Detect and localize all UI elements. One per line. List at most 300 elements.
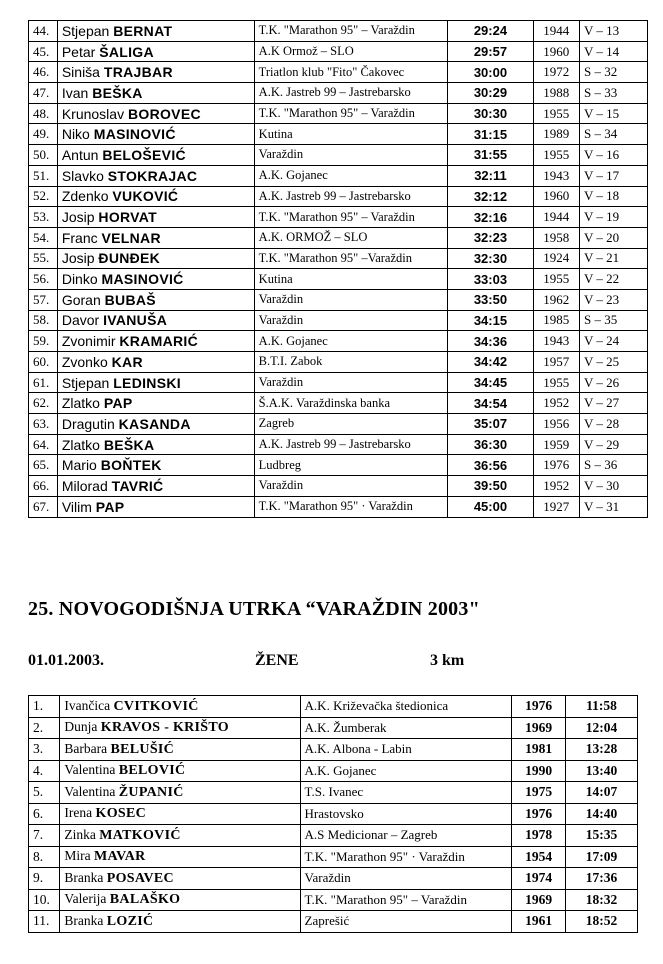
runner-name-cell: [57, 372, 254, 393]
runner-name-cell: [57, 83, 254, 104]
time-cell: 15:35: [566, 825, 638, 847]
first-name: Slavko: [61, 167, 104, 184]
result-row: [29, 83, 648, 104]
birth-year-cell: 1961: [512, 911, 566, 933]
place-cell: 1.: [29, 696, 60, 718]
time-cell: 36:30: [448, 434, 533, 455]
place-cell: 67.: [29, 496, 58, 517]
place-cell: 54.: [29, 227, 58, 248]
last-name: BALAŠKO: [109, 892, 181, 908]
birth-year-cell: 1956: [533, 414, 579, 435]
time-cell: 29:24: [448, 21, 533, 42]
place-cell: 9.: [29, 868, 60, 890]
category-cell: V – 30: [580, 476, 648, 497]
result-row: [29, 911, 638, 933]
birth-year-cell: 1955: [533, 145, 579, 166]
result-row: [29, 248, 648, 269]
runner-name-cell: [57, 165, 254, 186]
place-cell: 61.: [29, 372, 58, 393]
runner-name-cell: [57, 310, 254, 331]
club-cell: A.K. Jastreb 99 – Jastrebarsko: [254, 434, 448, 455]
time-cell: 14:40: [566, 803, 638, 825]
first-name: Valentina: [64, 762, 116, 778]
category-cell: V – 21: [580, 248, 648, 269]
place-cell: 2.: [29, 717, 60, 739]
time-cell: 33:03: [448, 269, 533, 290]
category-cell: V – 15: [580, 103, 648, 124]
result-row: [29, 165, 648, 186]
club-cell: Varaždin: [254, 145, 448, 166]
result-row: [29, 207, 648, 228]
club-cell: Kutina: [254, 269, 448, 290]
result-row: [29, 372, 648, 393]
last-name: STOKRAJAC: [107, 167, 198, 184]
result-row: [29, 103, 648, 124]
last-name: KAR: [111, 353, 143, 370]
birth-year-cell: 1990: [512, 760, 566, 782]
place-cell: 48.: [29, 103, 58, 124]
result-row: [29, 434, 648, 455]
result-row: [29, 476, 648, 497]
result-row: [29, 269, 648, 290]
club-cell: T.K. "Marathon 95" · Varaždin: [300, 846, 512, 868]
last-name: KRAVOS - KRIŠTO: [100, 720, 229, 736]
runner-name-cell: [60, 846, 300, 868]
club-cell: T.S. Ivanec: [300, 782, 512, 804]
runner-name-cell: [57, 41, 254, 62]
last-name: BERNAT: [113, 22, 173, 39]
category-cell: V – 13: [580, 21, 648, 42]
first-name: Barbara: [64, 740, 108, 756]
first-name: Valerija: [64, 891, 107, 907]
category-cell: S – 33: [580, 83, 648, 104]
club-cell: T.K. "Marathon 95" · Varaždin: [254, 496, 448, 517]
result-row: [29, 393, 648, 414]
first-name: Vilim: [61, 498, 92, 515]
birth-year-cell: 1944: [533, 207, 579, 228]
last-name: VUKOVIĆ: [112, 188, 179, 205]
last-name: BOŇTEK: [100, 457, 162, 474]
last-name: MATKOVIĆ: [99, 827, 181, 843]
runner-name-cell: [57, 248, 254, 269]
women-results-body: [29, 696, 638, 933]
time-cell: 45:00: [448, 496, 533, 517]
result-row: [29, 782, 638, 804]
men-results-table: [28, 20, 648, 518]
time-cell: 17:36: [566, 868, 638, 890]
men-results-body: [29, 21, 648, 518]
last-name: ŠALIGA: [99, 43, 154, 60]
first-name: Dinko: [61, 271, 98, 288]
time-cell: 33:50: [448, 289, 533, 310]
result-row: [29, 455, 648, 476]
time-cell: 32:23: [448, 227, 533, 248]
runner-name-cell: [57, 21, 254, 42]
last-name: BEŠKA: [103, 436, 155, 453]
first-name: Antun: [61, 146, 99, 163]
last-name: CVITKOVIĆ: [113, 698, 199, 714]
time-cell: 34:15: [448, 310, 533, 331]
first-name: Stjepan: [61, 374, 110, 391]
time-cell: 34:36: [448, 331, 533, 352]
category-cell: V – 27: [580, 393, 648, 414]
time-cell: 18:52: [566, 911, 638, 933]
runner-name-cell: [60, 782, 300, 804]
runner-name-cell: [57, 289, 254, 310]
runner-name-cell: [57, 331, 254, 352]
last-name: KOSEC: [95, 806, 147, 822]
category-cell: V – 19: [580, 207, 648, 228]
result-row: [29, 739, 638, 761]
first-name: Zlatko: [61, 395, 100, 412]
first-name: Branka: [64, 912, 104, 928]
first-name: Josip: [61, 209, 95, 226]
category-cell: V – 18: [580, 186, 648, 207]
place-cell: 58.: [29, 310, 58, 331]
runner-name-cell: [57, 62, 254, 83]
result-row: [29, 331, 648, 352]
birth-year-cell: 1943: [533, 165, 579, 186]
last-name: TRAJBAR: [103, 64, 173, 81]
birth-year-cell: 1974: [512, 868, 566, 890]
birth-year-cell: 1978: [512, 825, 566, 847]
birth-year-cell: 1972: [533, 62, 579, 83]
birth-year-cell: 1957: [533, 352, 579, 373]
place-cell: 47.: [29, 83, 58, 104]
time-cell: 13:40: [566, 760, 638, 782]
runner-name-cell: [57, 186, 254, 207]
birth-year-cell: 1952: [533, 393, 579, 414]
last-name: KASANDA: [118, 415, 191, 432]
result-row: [29, 717, 638, 739]
place-cell: 4.: [29, 760, 60, 782]
first-name: Milorad: [61, 477, 108, 494]
birth-year-cell: 1962: [533, 289, 579, 310]
club-cell: A.S Medicionar – Zagreb: [300, 825, 512, 847]
time-cell: 32:30: [448, 248, 533, 269]
birth-year-cell: 1976: [533, 455, 579, 476]
place-cell: 55.: [29, 248, 58, 269]
result-row: [29, 41, 648, 62]
birth-year-cell: 1944: [533, 21, 579, 42]
birth-year-cell: 1969: [512, 889, 566, 911]
last-name: LEDINSKI: [113, 374, 181, 391]
runner-name-cell: [57, 393, 254, 414]
club-cell: Varaždin: [254, 310, 448, 331]
runner-name-cell: [57, 227, 254, 248]
birth-year-cell: 1976: [512, 696, 566, 718]
category-cell: V – 17: [580, 165, 648, 186]
club-cell: A.K. Jastreb 99 – Jastrebarsko: [254, 186, 448, 207]
time-cell: 18:32: [566, 889, 638, 911]
time-cell: 36:56: [448, 455, 533, 476]
place-cell: 44.: [29, 21, 58, 42]
runner-name-cell: [57, 207, 254, 228]
place-cell: 11.: [29, 911, 60, 933]
birth-year-cell: 1989: [533, 124, 579, 145]
club-cell: Varaždin: [300, 868, 512, 890]
last-name: ŽUPANIĆ: [118, 784, 184, 800]
last-name: IVANUŠA: [103, 312, 168, 329]
birth-year-cell: 1959: [533, 434, 579, 455]
result-row: [29, 227, 648, 248]
last-name: PAP: [95, 498, 125, 515]
club-cell: T.K. "Marathon 95" –Varaždin: [254, 248, 448, 269]
women-results-table: [28, 695, 638, 933]
time-cell: 30:30: [448, 103, 533, 124]
club-cell: A.K. Jastreb 99 – Jastrebarsko: [254, 83, 448, 104]
runner-name-cell: [60, 868, 300, 890]
club-cell: T.K. "Marathon 95" – Varaždin: [300, 889, 512, 911]
runner-name-cell: [57, 103, 254, 124]
birth-year-cell: 1955: [533, 103, 579, 124]
birth-year-cell: 1954: [512, 846, 566, 868]
runner-name-cell: [60, 889, 300, 911]
first-name: Krunoslav: [61, 105, 125, 122]
birth-year-cell: 1981: [512, 739, 566, 761]
club-cell: Triatlon klub "Fito" Čakovec: [254, 62, 448, 83]
birth-year-cell: 1976: [512, 803, 566, 825]
time-cell: 11:58: [566, 696, 638, 718]
result-row: [29, 186, 648, 207]
last-name: HORVAT: [98, 209, 157, 226]
club-cell: A.K. ORMOŽ – SLO: [254, 227, 448, 248]
first-name: Stjepan: [61, 22, 110, 39]
first-name: Niko: [61, 126, 90, 143]
birth-year-cell: 1988: [533, 83, 579, 104]
category-cell: V – 28: [580, 414, 648, 435]
first-name: Zlatko: [61, 436, 100, 453]
place-cell: 10.: [29, 889, 60, 911]
club-cell: Š.A.K. Varaždinska banka: [254, 393, 448, 414]
last-name: BOROVEC: [127, 105, 201, 122]
place-cell: 46.: [29, 62, 58, 83]
first-name: Branka: [64, 869, 104, 885]
last-name: ĐUNĐEK: [98, 250, 161, 267]
place-cell: 6.: [29, 803, 60, 825]
result-row: [29, 846, 638, 868]
first-name: Ivan: [61, 84, 89, 101]
category-cell: V – 26: [580, 372, 648, 393]
first-name: Goran: [61, 291, 101, 308]
club-cell: Hrastovsko: [300, 803, 512, 825]
club-cell: Kutina: [254, 124, 448, 145]
time-cell: 32:11: [448, 165, 533, 186]
place-cell: 64.: [29, 434, 58, 455]
category-cell: S – 34: [580, 124, 648, 145]
last-name: PAP: [103, 395, 133, 412]
time-cell: 12:04: [566, 717, 638, 739]
result-row: [29, 889, 638, 911]
runner-name-cell: [60, 803, 300, 825]
result-row: [29, 803, 638, 825]
birth-year-cell: 1958: [533, 227, 579, 248]
place-cell: 62.: [29, 393, 58, 414]
runner-name-cell: [60, 825, 300, 847]
first-name: Zvonimir: [61, 333, 116, 350]
time-cell: 17:09: [566, 846, 638, 868]
runner-name-cell: [57, 496, 254, 517]
place-cell: 63.: [29, 414, 58, 435]
place-cell: 53.: [29, 207, 58, 228]
first-name: Ivančica: [64, 697, 111, 713]
last-name: BELUŠIĆ: [110, 741, 175, 757]
category-cell: V – 14: [580, 41, 648, 62]
runner-name-cell: [57, 476, 254, 497]
club-cell: T.K. "Marathon 95" – Varaždin: [254, 103, 448, 124]
club-cell: A.K Ormož – SLO: [254, 41, 448, 62]
place-cell: 8.: [29, 846, 60, 868]
first-name: Franc: [61, 229, 98, 246]
birth-year-cell: 1924: [533, 248, 579, 269]
time-cell: 29:57: [448, 41, 533, 62]
place-cell: 7.: [29, 825, 60, 847]
first-name: Mira: [64, 848, 91, 864]
time-cell: 34:54: [448, 393, 533, 414]
last-name: POSAVEC: [106, 870, 174, 886]
result-row: [29, 352, 648, 373]
runner-name-cell: [57, 352, 254, 373]
race-title: 25. NOVOGODIŠNJA UTRKA “VARAŽDIN 2003": [28, 598, 480, 620]
place-cell: 45.: [29, 41, 58, 62]
club-cell: A.K. Gojanec: [300, 760, 512, 782]
last-name: TAVRIĆ: [111, 477, 164, 494]
first-name: Siniša: [61, 64, 100, 81]
place-cell: 65.: [29, 455, 58, 476]
race-distance: 3 km: [430, 652, 465, 669]
club-cell: T.K. "Marathon 95" – Varaždin: [254, 207, 448, 228]
category-cell: S – 35: [580, 310, 648, 331]
first-name: Josip: [61, 250, 95, 267]
first-name: Irena: [64, 805, 93, 821]
category-cell: V – 16: [580, 145, 648, 166]
result-row: [29, 825, 638, 847]
time-cell: 31:15: [448, 124, 533, 145]
club-cell: A.K. Gojanec: [254, 165, 448, 186]
birth-year-cell: 1927: [533, 496, 579, 517]
birth-year-cell: 1960: [533, 186, 579, 207]
birth-year-cell: 1955: [533, 372, 579, 393]
birth-year-cell: 1985: [533, 310, 579, 331]
time-cell: 34:45: [448, 372, 533, 393]
last-name: BELOŠEVIĆ: [102, 146, 186, 163]
time-cell: 34:42: [448, 352, 533, 373]
last-name: BUBAŠ: [104, 291, 156, 308]
race-category: ŽENE: [255, 652, 299, 669]
runner-name-cell: [57, 455, 254, 476]
first-name: Zinka: [64, 826, 96, 842]
club-cell: Zagreb: [254, 414, 448, 435]
result-row: [29, 124, 648, 145]
result-row: [29, 414, 648, 435]
time-cell: 31:55: [448, 145, 533, 166]
time-cell: 32:16: [448, 207, 533, 228]
category-cell: V – 20: [580, 227, 648, 248]
first-name: Zvonko: [61, 353, 108, 370]
time-cell: 14:07: [566, 782, 638, 804]
place-cell: 59.: [29, 331, 58, 352]
club-cell: A.K. Križevačka štedionica: [300, 696, 512, 718]
club-cell: A.K. Gojanec: [254, 331, 448, 352]
birth-year-cell: 1975: [512, 782, 566, 804]
first-name: Petar: [61, 43, 96, 60]
result-row: [29, 760, 638, 782]
category-cell: V – 22: [580, 269, 648, 290]
first-name: Valentina: [64, 783, 116, 799]
time-cell: 13:28: [566, 739, 638, 761]
category-cell: V – 25: [580, 352, 648, 373]
last-name: LOZIĆ: [106, 913, 154, 929]
runner-name-cell: [57, 269, 254, 290]
result-row: [29, 62, 648, 83]
birth-year-cell: 1952: [533, 476, 579, 497]
birth-year-cell: 1955: [533, 269, 579, 290]
club-cell: B.T.I. Zabok: [254, 352, 448, 373]
category-cell: S – 36: [580, 455, 648, 476]
club-cell: Varaždin: [254, 476, 448, 497]
place-cell: 51.: [29, 165, 58, 186]
time-cell: 39:50: [448, 476, 533, 497]
last-name: MAVAR: [94, 849, 146, 865]
place-cell: 60.: [29, 352, 58, 373]
runner-name-cell: [57, 434, 254, 455]
result-row: [29, 496, 648, 517]
place-cell: 5.: [29, 782, 60, 804]
runner-name-cell: [57, 124, 254, 145]
race-date: 01.01.2003.: [28, 652, 104, 669]
result-row: [29, 145, 648, 166]
first-name: Dunja: [64, 719, 98, 735]
time-cell: 35:07: [448, 414, 533, 435]
category-cell: S – 32: [580, 62, 648, 83]
runner-name-cell: [57, 145, 254, 166]
last-name: VELNAR: [101, 229, 161, 246]
place-cell: 50.: [29, 145, 58, 166]
first-name: Mario: [61, 457, 97, 474]
place-cell: 49.: [29, 124, 58, 145]
result-row: [29, 310, 648, 331]
last-name: KRAMARIĆ: [119, 333, 199, 350]
club-cell: Varaždin: [254, 289, 448, 310]
result-row: [29, 868, 638, 890]
first-name: Davor: [61, 312, 100, 329]
runner-name-cell: [60, 760, 300, 782]
place-cell: 3.: [29, 739, 60, 761]
runner-name-cell: [57, 414, 254, 435]
club-cell: Varaždin: [254, 372, 448, 393]
birth-year-cell: 1969: [512, 717, 566, 739]
time-cell: 32:12: [448, 186, 533, 207]
club-cell: Ludbreg: [254, 455, 448, 476]
club-cell: Zaprešić: [300, 911, 512, 933]
last-name: BELOVIĆ: [118, 763, 186, 779]
first-name: Zdenko: [61, 188, 109, 205]
runner-name-cell: [60, 696, 300, 718]
club-cell: T.K. "Marathon 95" – Varaždin: [254, 21, 448, 42]
birth-year-cell: 1960: [533, 41, 579, 62]
time-cell: 30:00: [448, 62, 533, 83]
place-cell: 57.: [29, 289, 58, 310]
time-cell: 30:29: [448, 83, 533, 104]
runner-name-cell: [60, 717, 300, 739]
result-row: [29, 21, 648, 42]
category-cell: V – 24: [580, 331, 648, 352]
place-cell: 66.: [29, 476, 58, 497]
club-cell: A.K. Albona - Labin: [300, 739, 512, 761]
club-cell: A.K. Žumberak: [300, 717, 512, 739]
place-cell: 56.: [29, 269, 58, 290]
result-row: [29, 696, 638, 718]
